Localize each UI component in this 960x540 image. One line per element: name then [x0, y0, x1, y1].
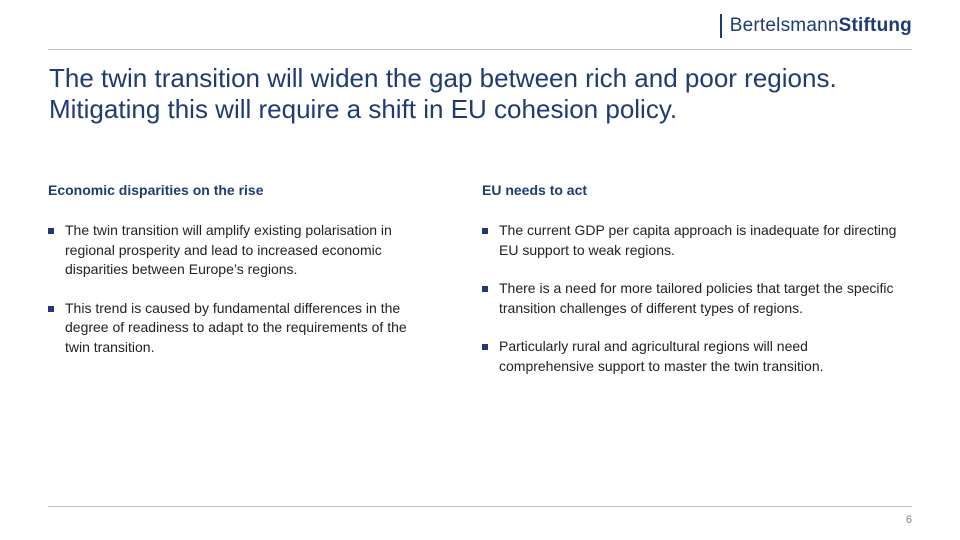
left-heading: Economic disparities on the rise [48, 182, 264, 198]
left-column [48, 181, 428, 376]
left-bullet-item [48, 299, 428, 358]
footer-divider [48, 506, 912, 507]
logo-text [730, 15, 912, 37]
bullet-square-icon [48, 306, 54, 312]
bullet-square-icon [482, 228, 488, 234]
left-bullet-text: The twin transition will amplify existing polarisation in regional prosperity and lead to increased economic disparities between Europe’s regions. [65, 222, 392, 277]
bertelsmann-stiftung-logo [720, 14, 912, 38]
logo-name-regular: Bertelsmann [729, 15, 839, 36]
bullet-square-icon [48, 228, 54, 234]
right-heading: EU needs to act [482, 182, 588, 198]
bullet-square-icon [482, 344, 488, 350]
right-bullet-text: The current GDP per capita approach is inadequate for directing EU support to weak regions. [499, 222, 897, 258]
left-bullet-item [48, 221, 428, 280]
right-bullet-list [482, 221, 902, 376]
right-bullet-text: There is a need for more tailored policies that target the specific transition challenges of different types of regions. [499, 280, 894, 316]
right-bullet-item [482, 279, 902, 318]
left-bullet-list [48, 221, 428, 357]
right-bullet-item [482, 221, 902, 260]
header-divider [48, 49, 912, 50]
right-bullet-item [482, 337, 902, 376]
left-bullet-text: This trend is caused by fundamental differences in the degree of readiness to adapt to the requirements of the twin transition. [65, 299, 407, 355]
right-column [482, 181, 902, 395]
logo-bar [720, 14, 722, 38]
bullet-square-icon [482, 286, 488, 292]
slide-title-line-2: Mitigating this will require a shift in EU cohesion policy. [49, 94, 678, 124]
logo-name-bold: Stiftung [838, 15, 912, 36]
page-number: 6 [905, 514, 912, 526]
slide-title [49, 63, 909, 125]
right-bullet-text: Particularly rural and agricultural regions will need comprehensive support to master the twin transition. [499, 338, 824, 374]
slide-title-line-1: The twin transition will widen the gap between rich and poor regions. [49, 63, 837, 93]
